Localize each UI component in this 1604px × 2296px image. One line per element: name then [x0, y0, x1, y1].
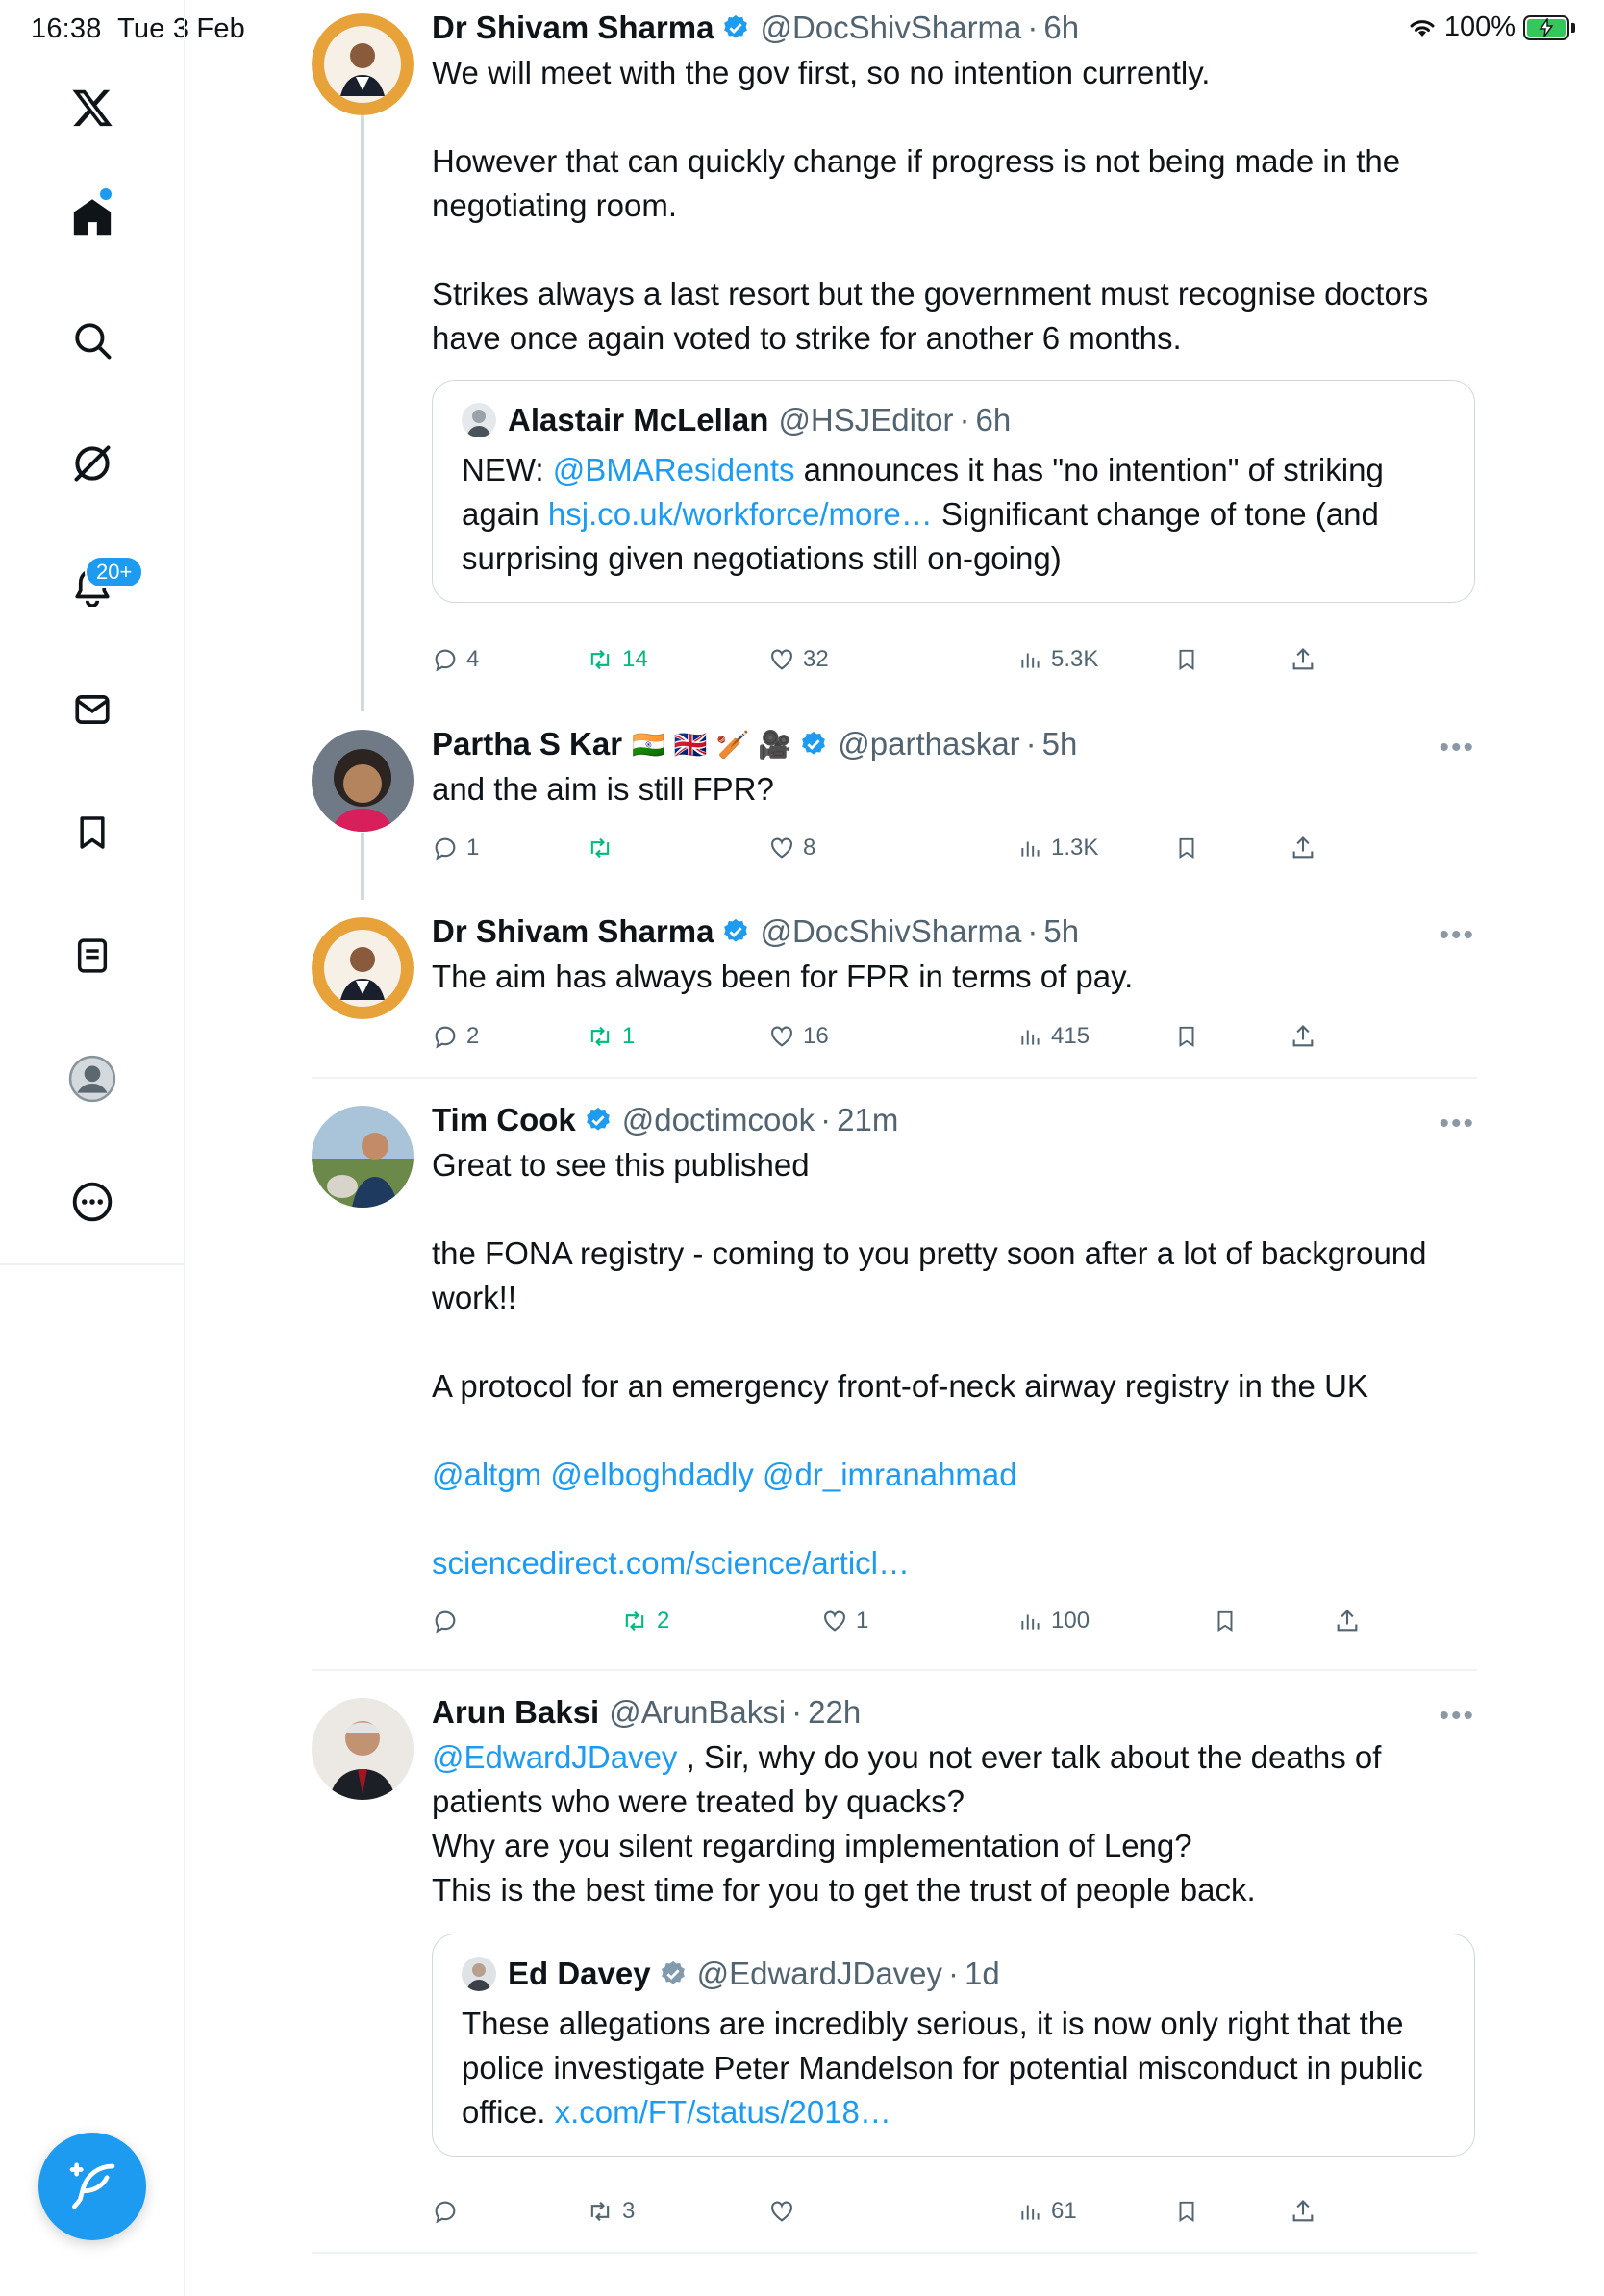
- bookmark-button[interactable]: [1174, 835, 1199, 861]
- views-icon: [1018, 2198, 1043, 2225]
- repost-icon: [586, 835, 614, 861]
- bookmark-icon: [1213, 1608, 1238, 1635]
- tweet-actions: [432, 1604, 1475, 1642]
- tweet-actions: [432, 642, 1475, 681]
- share-icon: [1290, 2198, 1316, 2225]
- like-button[interactable]: [768, 2198, 803, 2225]
- reply-button[interactable]: 2: [432, 1023, 479, 1050]
- reply-icon: [432, 2198, 459, 2225]
- repost-button[interactable]: 1: [586, 1023, 635, 1050]
- author-name[interactable]: Dr Shivam Sharma: [432, 913, 714, 949]
- tweet-time[interactable]: 6h: [1043, 10, 1080, 45]
- reply-icon: [432, 646, 459, 673]
- tweet-header: Dr Shivam Sharma @DocShivSharma · 6h: [432, 10, 1080, 45]
- author-flags: 🇮🇳 🇬🇧 🏏 🎥: [632, 728, 792, 761]
- tweet-time[interactable]: 5h: [1041, 726, 1078, 761]
- tweet-time[interactable]: 21m: [837, 1102, 899, 1137]
- repost-button[interactable]: 14: [586, 646, 648, 673]
- more-menu-icon[interactable]: •••: [1439, 1108, 1475, 1139]
- tweet-mentions: [432, 1453, 1475, 1497]
- views-icon: [1018, 1023, 1043, 1050]
- more-menu-icon[interactable]: •••: [1439, 732, 1475, 763]
- author-handle[interactable]: @DocShivSharma: [760, 913, 1022, 949]
- url-link[interactable]: sciencedirect.com/science/articl…: [432, 1545, 910, 1581]
- tweet-text: Great to see this published the FONA registry - coming to you pretty soon after a lot of background work!! A protocol for an emergency front-of-neck airway registry in the UK: [432, 1147, 1427, 1404]
- tweet-header: Partha S Kar 🇮🇳 🇬🇧 🏏 🎥 @parthaskar · 5h: [432, 726, 1078, 761]
- quote-text: NEW: @BMAResidents announces it has "no intention" of striking again hsj.co.uk/workforce/more… Significant change of tone (and surprising given negotiations still on-going): [462, 452, 1384, 576]
- tweet-actions: [432, 1019, 1475, 1058]
- battery-icon: [1523, 15, 1575, 40]
- bookmark-button[interactable]: [1174, 646, 1199, 673]
- tweet-time[interactable]: 22h: [808, 1694, 862, 1730]
- author-handle[interactable]: @DocShivSharma: [760, 10, 1022, 45]
- share-button[interactable]: [1290, 646, 1316, 673]
- messages-icon[interactable]: [67, 685, 117, 735]
- compose-feather-icon: [65, 2159, 119, 2213]
- mention-links[interactable]: @altgm @elboghdadly @dr_imranahmad: [432, 1457, 1017, 1492]
- search-icon[interactable]: [67, 315, 117, 365]
- tweet-header: Tim Cook @doctimcook · 21m: [432, 1102, 899, 1137]
- repost-button[interactable]: 2: [620, 1608, 669, 1635]
- grok-icon[interactable]: [67, 438, 117, 488]
- bookmark-icon: [1174, 646, 1199, 673]
- heart-icon: [768, 2198, 795, 2225]
- author-handle[interactable]: @doctimcook: [621, 1102, 815, 1137]
- like-button[interactable]: 16: [768, 1023, 829, 1050]
- quote-avatar: [462, 403, 496, 437]
- sidebar-divider: [0, 1263, 185, 1265]
- reply-icon: [432, 835, 459, 861]
- repost-button[interactable]: [586, 835, 622, 861]
- quote-author-handle: @EdwardJDavey: [696, 1956, 943, 1991]
- reply-icon: [432, 1608, 459, 1635]
- author-name[interactable]: Arun Baksi: [432, 1694, 600, 1730]
- author-name[interactable]: Dr Shivam Sharma: [432, 10, 714, 45]
- repost-icon: [586, 646, 614, 673]
- avatar[interactable]: [312, 1698, 414, 1800]
- author-name[interactable]: Tim Cook: [432, 1102, 576, 1137]
- tweet-text: The aim has always been for FPR in terms of pay.: [432, 959, 1134, 994]
- like-button[interactable]: 1: [821, 1608, 868, 1635]
- tweet-divider: [312, 1669, 1477, 1671]
- bookmark-button[interactable]: [1213, 1608, 1238, 1635]
- repost-button[interactable]: 3: [586, 2198, 635, 2225]
- repost-icon: [586, 2198, 614, 2225]
- author-handle[interactable]: @ArunBaksi: [609, 1694, 787, 1730]
- reply-button[interactable]: 4: [432, 646, 479, 673]
- quote-time: 1d: [965, 1956, 1000, 1991]
- more-options-icon[interactable]: [67, 1177, 117, 1227]
- thread-connector: [361, 115, 364, 711]
- sidebar-nav: [0, 0, 185, 2296]
- heart-icon: [768, 646, 795, 673]
- url-link[interactable]: x.com/FT/status/2018…: [554, 2094, 891, 2130]
- tweet-divider: [312, 2252, 1477, 2254]
- tweet-text: We will meet with the gov first, so no intention currently. However that can quickly change if progress is not being made in the negotiating room. Strikes always a last resort but the government must recognise doctors have once again voted to strike for another 6 months.: [432, 55, 1429, 356]
- notifications-badge: 20+: [85, 556, 143, 588]
- avatar[interactable]: [312, 730, 414, 832]
- like-button[interactable]: 32: [768, 646, 829, 673]
- author-name[interactable]: Partha S Kar: [432, 726, 623, 761]
- views-icon: [1018, 646, 1043, 673]
- reply-button[interactable]: [432, 2198, 466, 2225]
- quote-author-name: Alastair McLellan: [508, 402, 769, 437]
- quoted-tweet[interactable]: Ed Davey @EdwardJDavey · 1d These allegations are incredibly serious, it is now only right that the police investigate Peter Mandelson for potential misconduct in public office. x.com/FT/status/2018…: [432, 1934, 1475, 2157]
- home-icon[interactable]: [67, 192, 117, 242]
- profile-avatar-icon[interactable]: [67, 1054, 117, 1104]
- verified-badge-icon: [584, 1106, 613, 1135]
- more-menu-icon[interactable]: •••: [1439, 919, 1475, 951]
- quote-author-handle: @HSJEditor: [778, 402, 954, 437]
- tweet-actions: [432, 2194, 1475, 2233]
- views-button[interactable]: 100: [1018, 1608, 1090, 1635]
- more-menu-icon[interactable]: •••: [1439, 1700, 1475, 1732]
- reply-button[interactable]: [432, 1608, 466, 1635]
- views-button[interactable]: 5.3K: [1018, 646, 1098, 673]
- views-button[interactable]: 415: [1018, 1023, 1090, 1050]
- share-button[interactable]: [1334, 1608, 1361, 1635]
- share-icon: [1334, 1608, 1361, 1635]
- reply-button[interactable]: 1: [432, 835, 479, 861]
- avatar[interactable]: [312, 13, 414, 115]
- tweet-header: Arun Baksi @ArunBaksi · 22h: [432, 1694, 862, 1730]
- tweet-text: @EdwardJDavey , Sir, why do you not ever talk about the deaths of patients who were treated by quacks? Why are you silent regarding implementation of Leng? This is the best time for you to get the trust of people back.: [432, 1739, 1382, 1908]
- verified-badge-icon: [721, 917, 750, 946]
- heart-icon: [821, 1608, 848, 1635]
- views-icon: [1018, 1608, 1043, 1635]
- share-icon: [1290, 835, 1316, 861]
- quoted-tweet[interactable]: Alastair McLellan @HSJEditor · 6h NEW: @BMAResidents announces it has "no intention" of striking again hsj.co.uk/workforce/more… Significant change of tone (and surprising given negotiations still on-going): [432, 380, 1475, 603]
- share-button[interactable]: [1290, 1023, 1316, 1050]
- x-logo-icon[interactable]: [67, 83, 117, 133]
- bookmark-button[interactable]: [1174, 1023, 1199, 1050]
- share-button[interactable]: [1290, 835, 1316, 861]
- status-time: 16:38 Tue 3 Feb: [31, 13, 246, 44]
- tweet-time[interactable]: 5h: [1043, 913, 1080, 949]
- verified-badge-icon: [721, 13, 750, 42]
- home-unread-dot: [100, 188, 112, 200]
- tweet-url: [432, 1541, 1475, 1585]
- reply-icon: [432, 1023, 459, 1050]
- heart-icon: [768, 1023, 795, 1050]
- url-link[interactable]: hsj.co.uk/workforce/more…: [547, 496, 933, 532]
- verified-badge-icon: [799, 730, 828, 759]
- heart-icon: [768, 835, 795, 861]
- bookmark-icon: [1174, 2198, 1199, 2225]
- bookmark-icon: [1174, 1023, 1199, 1050]
- compose-post-button[interactable]: [38, 2133, 146, 2240]
- bookmark-icon: [1174, 835, 1199, 861]
- author-handle[interactable]: @parthaskar: [838, 726, 1020, 761]
- avatar[interactable]: [312, 1106, 414, 1208]
- avatar[interactable]: [312, 917, 414, 1019]
- lists-icon[interactable]: [67, 931, 117, 981]
- tweet-actions: [432, 831, 1475, 869]
- views-icon: [1018, 835, 1043, 861]
- views-button[interactable]: 61: [1018, 2198, 1077, 2225]
- tweet-divider: [312, 1077, 1477, 1079]
- thread-connector: [361, 833, 364, 900]
- share-icon: [1290, 646, 1316, 673]
- verified-gray-badge-icon: [659, 1959, 688, 1988]
- share-icon: [1290, 1023, 1316, 1050]
- bookmark-button[interactable]: [1174, 2198, 1199, 2225]
- tweet-header: Dr Shivam Sharma @DocShivSharma · 5h: [432, 913, 1080, 949]
- quote-text: These allegations are incredibly serious, it is now only right that the police investigate Peter Mandelson for potential misconduct in public office. x.com/FT/status/2018…: [462, 2006, 1423, 2130]
- repost-icon: [620, 1608, 649, 1635]
- share-button[interactable]: [1290, 2198, 1316, 2225]
- bookmarks-icon[interactable]: [67, 808, 117, 858]
- views-button[interactable]: 1.3K: [1018, 835, 1098, 861]
- quote-avatar: [462, 1957, 496, 1991]
- mention-link[interactable]: @EdwardJDavey: [432, 1739, 678, 1775]
- battery-percent: 100%: [1443, 12, 1516, 42]
- like-button[interactable]: 8: [768, 835, 815, 861]
- tweet-text: and the aim is still FPR?: [432, 771, 774, 807]
- mention-link[interactable]: @BMAResidents: [552, 452, 795, 487]
- quote-time: 6h: [975, 402, 1012, 437]
- quote-author-name: Ed Davey: [508, 1956, 651, 1991]
- repost-icon: [586, 1023, 614, 1050]
